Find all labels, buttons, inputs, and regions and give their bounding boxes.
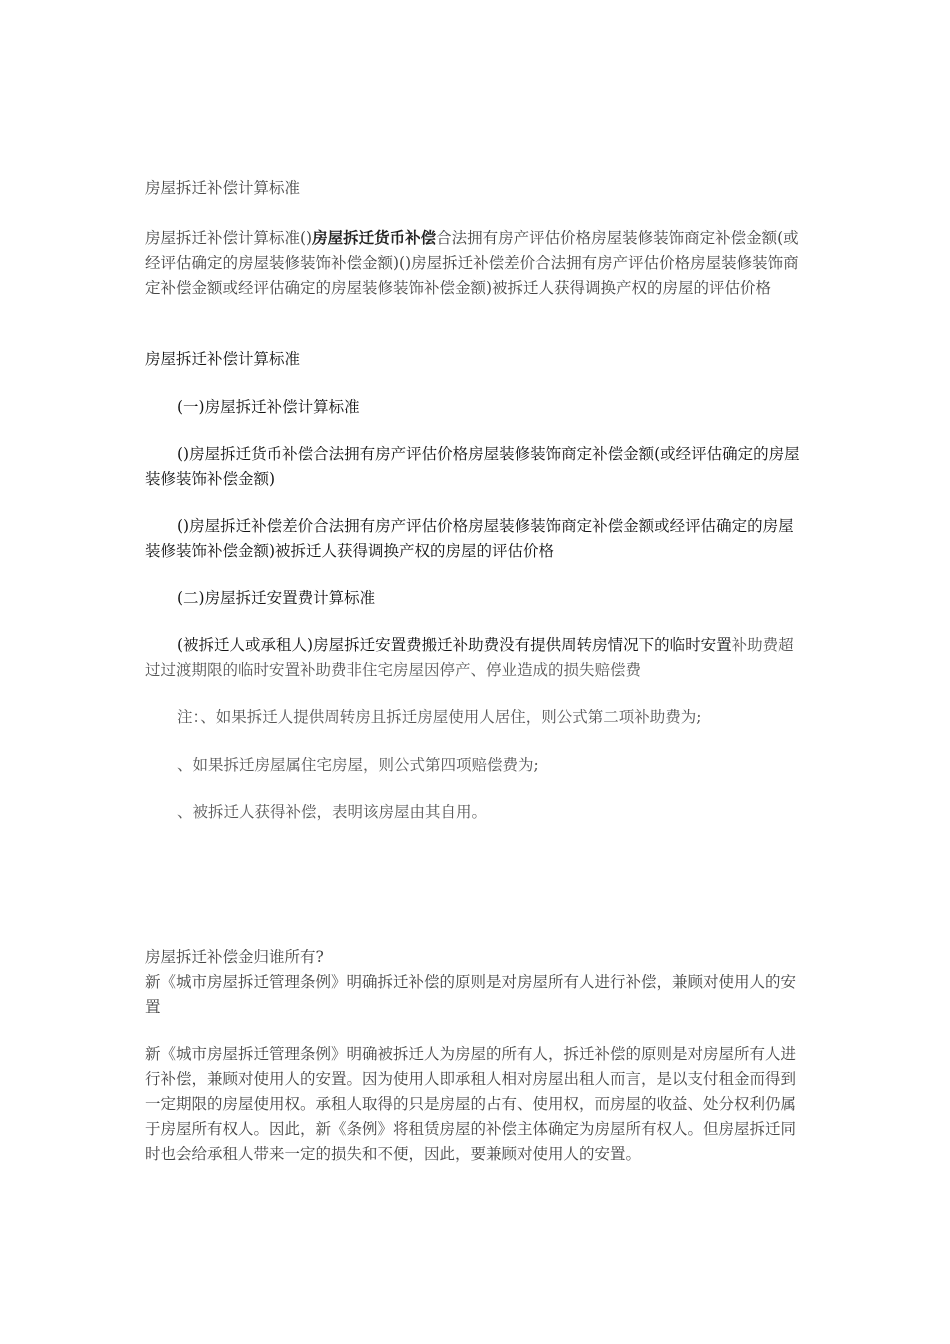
item-3 [145, 633, 809, 683]
intro-text-2: 合法拥有房产评估价格房屋装修装饰商定补偿金额(或经评估确定的房屋装修装饰补偿金额)()房屋拆迁补偿差价合法拥有房产评估价格房屋装修装饰商定补偿金额或经评估确定的房屋装修装饰补偿金额)被拆迁人获得调换产权的房屋的评估价格 [145, 229, 799, 297]
item-3-text-1: (被拆迁人或承租人)房屋拆迁安置费搬迁补助费没有提供周转房情况下的临时安置 [177, 636, 732, 654]
sub2-heading: (二)房屋拆迁安置费计算标准 [177, 589, 376, 607]
note-1: 注：、如果拆迁人提供周转房且拆迁房屋使用人居住，则公式第二项补助费为; [177, 708, 702, 726]
item-3-text-2: 补助费超过过渡期限的临时安置补助费非住宅房屋因停产、停业造成的损失赔偿费 [145, 636, 794, 679]
intro-bold-text: 房屋拆迁货币补偿 [312, 228, 437, 247]
section-heading: 房屋拆迁补偿计算标准 [145, 350, 301, 368]
intro-text-1: 房屋拆迁补偿计算标准() [145, 229, 313, 247]
sub1-heading: (一)房屋拆迁补偿计算标准 [177, 398, 360, 416]
question-answer: 新《城市房屋拆迁管理条例》明确拆迁补偿的原则是对房屋所有人进行补偿，兼顾对使用人的安置 [145, 973, 797, 1016]
intro-paragraph [145, 225, 809, 301]
item-1: ()房屋拆迁货币补偿合法拥有房产评估价格房屋装修装饰商定补偿金额(或经评估确定的房屋装修装饰补偿金额) [145, 445, 800, 488]
question-title: 房屋拆迁补偿金归谁所有? [145, 948, 324, 966]
note-3: 、被拆迁人获得补偿，表明该房屋由其自用。 [177, 803, 488, 821]
doc-title: 房屋拆迁补偿计算标准 [145, 179, 301, 197]
question-detail: 新《城市房屋拆迁管理条例》明确被拆迁人为房屋的所有人，拆迁补偿的原则是对房屋所有人进行补偿，兼顾对使用人的安置。因为使用人即承租人相对房屋出租人而言，是以支付租金而得到一定期限的房屋使用权。承租人取得的只是房屋的占有、使用权，而房屋的收益、处分权利仍属于房屋所有权人。因此，新《条例》将租赁房屋的补偿主体确定为房屋所有权人。但房屋拆迁同时也会给承租人带来一定的损失和不便，因此，要兼顾对使用人的安置。 [145, 1045, 797, 1163]
item-2: ()房屋拆迁补偿差价合法拥有房产评估价格房屋装修装饰商定补偿金额或经评估确定的房屋装修装饰补偿金额)被拆迁人获得调换产权的房屋的评估价格 [145, 517, 794, 560]
note-2: 、如果拆迁房屋属住宅房屋，则公式第四项赔偿费为; [177, 756, 539, 774]
